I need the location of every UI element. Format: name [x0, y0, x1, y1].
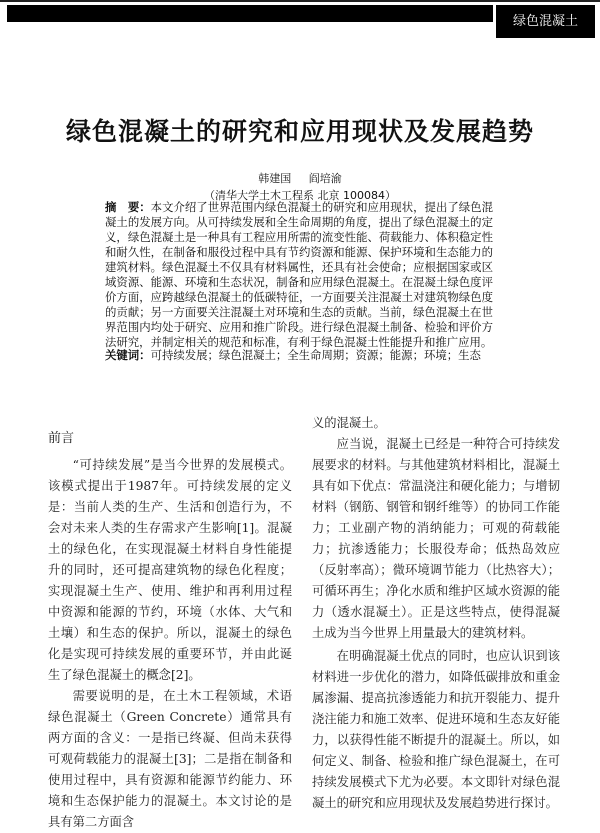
keywords-text: 可持续发展；绿色混凝土；全生命周期；资源；能源；环境；生态 — [150, 348, 481, 362]
abstract-label: 摘 要： — [105, 200, 151, 214]
paragraph-continuation: 义的混凝土。 — [312, 416, 386, 430]
section-heading: 前言 — [48, 431, 75, 446]
abstract-text: 本文介绍了世界范围内绿色混凝土的研究和应用现状，提出了绿色混凝土的发展方向。从可持续发展和全生命周期的角度，提出了绿色混凝土的定义，绿色混凝土是一种具有工程应用所需的流变性能、荷载能力、体积稳定性和耐久性，在制备和服役过程中具有节约资源和能源、保护环境和生态能力的建筑材料。绿色混凝土不仅具有材料属性，还具有社会使命；应根据国家或区域资源、能源、环境和生态状况，制备和应用绿色混凝土。在混凝土绿色度评价方面，应跨越绿色混凝土的低碳特征，一方面要关注混凝土对建筑物绿色度的贡献；另一方面要关注混凝土对环境和生态的贡献。当前，绿色混凝土在世界范围内均处于研究、应用和推广阶段。进行绿色混凝土制备、检验和评价方法研究，并制定相关的规范和标准，有利于绿色混凝土性能提升和推广应用。 — [105, 200, 493, 349]
left-column — [48, 455, 292, 833]
section-tag: 绿色混凝土 — [496, 5, 595, 38]
paragraph: 需要说明的是，在土木工程领域，术语绿色混凝土（Green Concrete）通常具有两方面的含义：一是指已终凝、但尚未获得可观荷载能力的混凝土[3]；二是指在制备和使用过程中，具有资源和能源节约能力、环境和生态保护能力的混凝土。本文讨论的是具有第二方面含 — [48, 689, 292, 829]
abstract — [105, 200, 493, 350]
paragraph: “可持续发展”是当今世界的发展模式。该模式提出于1987年。可持续发展的定义是：当前人类的生产、生活和创造行为，不会对未来人类的生存需求产生影响[1]。混凝土的绿色化，在实现混凝土材料自身性能提升的同时，还可提高建筑物的绿色化程度；实现混凝土生产、使用、维护和再利用过程中资源和能源的节约，环境（水体、大气和土壤）和生态的保护。所以，混凝土的绿色化是实现可持续发展的重要环节，并由此诞生了绿色混凝土的概念[2]。 — [48, 458, 292, 682]
top-rule — [0, 0, 600, 2]
header-bar — [7, 5, 493, 22]
keywords-label: 关键词： — [105, 348, 151, 362]
keywords — [105, 348, 493, 363]
authors: 韩建国 阎培渝 — [258, 172, 342, 185]
right-column — [312, 413, 560, 814]
paragraph: 应当说，混凝土已经是一种符合可持续发展要求的材料。与其他建筑材料相比，混凝土具有如下优点：常温浇注和硬化能力；与增韧材料（钢筋、钢管和钢纤维等）的协同工作能力；工业副产物的消纳能力；可观的荷载能力；抗渗透能力；长服役寿命；低热岛效应（反射率高）；微环境调节能力（比热容大）；可循环再生；净化水质和维护区域水资源的能力（透水混凝土）。正是这些特点，使得混凝土成为当今世界上用量最大的建筑材料。 — [312, 437, 560, 640]
affiliation: （清华大学土木工程系 北京 100084） — [204, 189, 396, 202]
paragraph: 在明确混凝土优点的同时，也应认识到该材料进一步优化的潜力，如降低碳排放和重金属渗漏、提高抗渗透能力和抗开裂能力、提升浇注能力和施工效率、促进环境和生态友好能力，以获得性能不断提升的混凝土。所以，如何定义、制备、检验和推广绿色混凝土，在可持续发展模式下尤为必要。本文即针对绿色混凝土的研究和应用现状及发展趋势进行探讨。 — [312, 649, 560, 810]
paper-title: 绿色混凝土的研究和应用现状及发展趋势 — [65, 117, 534, 146]
